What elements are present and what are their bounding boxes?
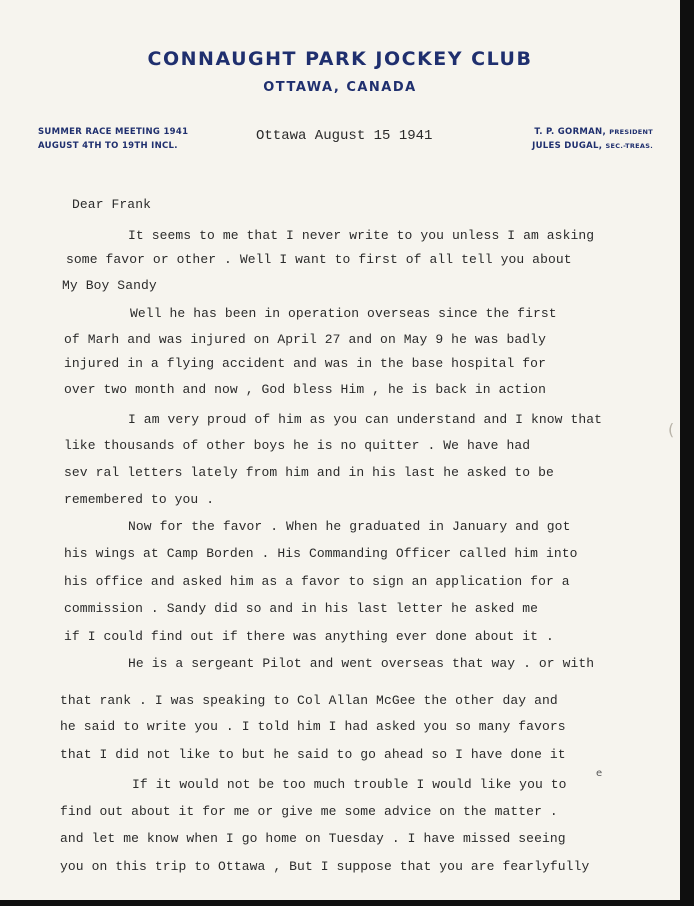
letter-date: Ottawa August 15 1941	[256, 128, 433, 144]
letter-line: that rank . I was speaking to Col Allan McGee the other day and	[60, 693, 558, 708]
club-city: OTTAWA, CANADA	[263, 80, 417, 95]
club-name: CONNAUGHT PARK JOCKEY CLUB	[147, 48, 533, 70]
scan-edge-bottom	[0, 900, 694, 906]
letter-line: My Boy Sandy	[62, 278, 157, 293]
letter-line: his office and asked him as a favor to sign an application for a	[64, 574, 570, 589]
meeting-line-2: AUGUST 4TH TO 19TH INCL.	[38, 141, 178, 151]
secretary-title: SEC.-TREAS.	[605, 142, 653, 150]
letter-line: his wings at Camp Borden . His Commanding Officer called him into	[64, 546, 578, 561]
letter-line: It seems to me that I never write to you unless I am asking	[128, 228, 595, 243]
letter-line: like thousands of other boys he is no quitter . We have had	[64, 438, 531, 453]
letter-line: remembered to you .	[64, 492, 215, 507]
letter-line: injured in a flying accident and was in the base hospital for	[64, 356, 546, 371]
letter-line: he said to write you . I told him I had asked you so many favors	[60, 719, 566, 734]
meeting-line-1: SUMMER RACE MEETING 1941	[38, 127, 189, 137]
club-officers	[532, 125, 653, 153]
letter-line: commission . Sandy did so and in his last letter he asked me	[64, 601, 539, 616]
letter-line: of Marh and was injured on April 27 and on May 9 he was badly	[64, 332, 546, 347]
secretary-name: JULES DUGAL,	[532, 141, 603, 151]
letter-line: if I could find out if there was anything ever done about it .	[64, 629, 554, 644]
letter-line: He is a sergeant Pilot and went overseas that way . or with	[128, 656, 595, 671]
letter-line: and let me know when I go home on Tuesday . I have missed seeing	[60, 831, 566, 846]
handwritten-correction: e	[596, 768, 603, 779]
letter-line: sev ral letters lately from him and in his last he asked to be	[64, 465, 554, 480]
letter-line: over two month and now , God bless Him , he is back in action	[64, 382, 546, 397]
race-meeting-info	[38, 125, 188, 153]
letter-line: Well he has been in operation overseas since the first	[130, 306, 557, 321]
letter-line: Now for the favor . When he graduated in January and got	[128, 519, 571, 534]
president-line	[532, 125, 653, 139]
letter-line: If it would not be too much trouble I would like you to	[132, 777, 567, 792]
president-name: T. P. GORMAN,	[534, 127, 607, 137]
scan-edge-right	[680, 0, 694, 906]
letter-line: some favor or other . Well I want to first of all tell you about	[66, 252, 572, 267]
letter-line: find out about it for me or give me some advice on the matter .	[60, 804, 558, 819]
secretary-line	[532, 139, 653, 153]
president-title: PRESIDENT	[609, 128, 653, 136]
letter-line: I am very proud of him as you can understand and I know that	[128, 412, 603, 427]
margin-pencil-mark: (	[668, 420, 675, 439]
salutation: Dear Frank	[72, 197, 152, 212]
letter-line: you on this trip to Ottawa , But I suppose that you are fearlyfully	[60, 859, 590, 874]
letter-line: that I did not like to but he said to go ahead so I have done it	[60, 747, 566, 762]
